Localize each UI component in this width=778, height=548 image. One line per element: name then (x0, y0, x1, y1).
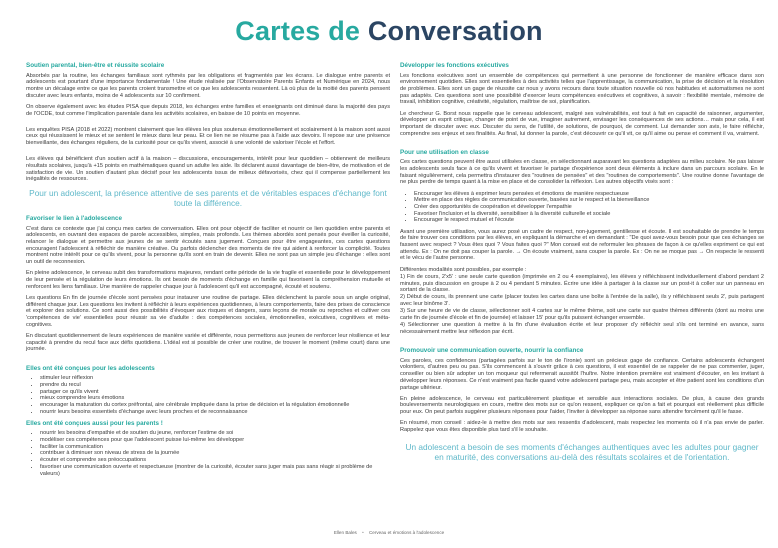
list-item: • prendre du recul (40, 382, 390, 389)
section-heading: Soutien parental, bien-être et réussite scolaire (26, 62, 165, 69)
paragraph: Les questions En fin de journée d'école sont pensées pour instaurer une routine de partage. Elles déclenchent la parole sous un angle original, différent chaque jour. Les questions les invitent à réfléchir à leurs expériences quotidiennes, à leurs comportements, faire des prises de conscience et explorer des solutions. Ce sont aussi des possibilités d'évoquer aux risques et dangers, sans leçons de morale ou reproches et cultiver ces 'compétences de vie' essentielles pour réussir sa vie d'adulte : des compétences sociales, émotionnelles, exécutives, cognitives et méta-cognitives. (26, 294, 391, 328)
paragraph: Absorbés par la routine, les échanges familiaux sont rythmés par les obligations et fragmentés par les écrans. Le dialogue entre parents et adolescents est pourtant d'une importance fondamentale ! Une étude réalisée par l'Observatoire Parents Enfants et Numérique en 2024, nous montre un décalage entre ce que les parents croient transmettre et ce que les adolescents ressentent. Là où plus de la moitié des parents pensent discuter avec leurs enfants, moins de 4 adolescents sur 10 confirment. (26, 72, 390, 99)
list-item: • Encourager le respect mutuel et l'écoute (414, 217, 764, 224)
right-column (400, 60, 764, 463)
list-item: • partager ce qu'ils vivent (40, 389, 390, 396)
paragraph: En pleine adolescence, le cerveau est particulièrement plastique et sensible aux interactions sociales. De plus, à cause des grands bouleversements neurologiques en cours, mettre des mots sur ce qu'on ressent, expliquer ce qu'on a fait et pourquoi est réellement plus difficile pour eux. On peut parfois suggérer plusieurs réponses pour l'aider, l'inviter à développer sa réponse sans attendre forcément qu'il le fasse. (400, 395, 764, 416)
paragraph: En résumé, mon conseil : aidez-le à mettre des mots sur ses ressentis d'adolescent, mais respectez les moments où il n'a pas envie de parler. Rappelez que vous êtes disponible plus tard s'il le souhaite. (400, 420, 764, 434)
footer-separator: • (362, 530, 364, 535)
bullet-list (400, 191, 764, 225)
paragraph: 1) Fin de cours, 2'x5' : une seule carte question (imprimée en 2 ou 4 exemplaires), les élèves y réfléchissent individuellement d'abord pendant 2 minutes, puis discussion en groupe à 2 ou 4 pendant 5 minutes. Écrire une idée à partager à la classe sur un post-it à coller sur un panneau en sortant de la classe. (400, 273, 764, 294)
list-item: • faciliter la communication (40, 444, 390, 451)
title-part-2: Conversation (367, 16, 543, 46)
list-item: • Encourager les élèves à exprimer leurs pensées et émotions de manière respectueuse (414, 191, 764, 198)
footer-subtitle: Cerveau et émotions à l'adolescence (368, 530, 445, 535)
section-heading: Promouvoir une communication ouverte, nourrir la confiance (400, 347, 584, 355)
list-item: • encourager la maturation du cortex préfrontal, aire cérébrale impliquée dans la prise de décision et la régulation émotionnelle (40, 402, 390, 409)
list-item: • Mettre en place des règles de communication ouverte, basées sur le respect et la bienveillance (414, 197, 764, 204)
list-item: • favoriser une communication ouverte et respectueuse (montrer de la curiosité, écouter sans juger mais pas sans réagir si problème de valeurs) (40, 464, 390, 477)
section-heading: Elles ont été conçues aussi pour les parents ! (26, 419, 163, 427)
paragraph: C'est dans ce contexte que j'ai conçu mes cartes de conversation. Elles ont pour objectif de faciliter et nourrir ce lien quotidien entre parents et adolescents, en ouvrant des espaces de parole accessibles, simples, mais profonds. Les thèmes abordés sont pensés pour éveiller la curiosité, relancer le dialogue et permettre aux jeunes de se sentir écoutés sans jugement. Conçues pour être engageantes, ces cartes questions encouragent l'adolescent à réfléchir de manière créative. Ou parfois déclencher des moments de rire qui aident à renforcer la complicité. Toutes montrent notre intérêt pour ce qu'ils vivent, pour la personne qu'ils sont en train de devenir. Elles ne sont pas un simple jeu d'échange : elles sont un outil de reconnexion. (26, 225, 390, 266)
left-column (26, 60, 390, 482)
list-item: • Créer des opportunités de coopération et développer l'empathie (414, 204, 764, 211)
paragraph: Le chercheur G. Borst nous rappelle que le cerveau adolescent, malgré ses vulnérabilités, est tout à fait en capacité de raisonner, argumenter, développer un esprit critique, changer de point de vue, imaginer autrement, envisager les conséquences de ses actions… mais pour cela, il est important de discuter avec eux. Discuter du sens, de l'utilité, de solutions, de pourquoi, de comment. Lui demander son avis, le faire réfléchir, comprendre ses enjeux et ses finalités. Au final, lui donner la parole, c'est découvrir ce qu'il vit, ce qu'il aime ou pense et comment il va, vraiment. (400, 110, 764, 137)
title-part-1: Cartes de (235, 16, 361, 46)
section-heading: Développer les fonctions exécutives (400, 62, 509, 69)
bullet-list (26, 430, 390, 477)
paragraph: Ces cartes questions peuvent être aussi utilisées en classe, en sélectionnant auparavant les questions adaptées au milieu scolaire. Ne pas laisser les adolescents seuls face à ce qu'ils vivent et favoriser le partage d'expérience sont deux éléments à inclure dans un parcours scolaire. En le faisant régulièrement, cela permettra d'instaurer des "routines de pensées" et des "routines de comportements". Une routine donne l'avantage de ne plus perdre de temps quant à la mise en place et de consolider la réflexion. Les autres objectifs visés sont : (400, 159, 764, 186)
paragraph: Ces paroles, ces confidences (partagées parfois sur le ton de l'ironie) sont un précieux gage de confiance. Certains adolescents échangent volontiers, d'autres peu ou pas. S'ils commencent à s'ouvrir grâce à ces questions, il est essentiel de se rappeler de ne pas commenter, juger, conseiller ou bien sûr adopter un ton moqueur qui refermerait aussitôt l'huître. Notre intention première est vraiment d'écouter, en les invitant à développer leurs réponses. Ce n'est vraiment pas facile quand votre adolescent partage peu, mais accepter et être patient sont les conditions d'un partage ultérieur. (400, 357, 764, 391)
footer-author: Ellen Bales (333, 530, 357, 535)
pull-quote: Pour un adolescent, la présence attentive de ses parents et de véritables espaces d'échange font toute la différence. (29, 188, 387, 209)
section-heading: Pour une utilisation en classe (400, 148, 489, 156)
section-heading: Elles ont été conçues pour les adolescents (26, 364, 155, 372)
list-item: • nourrir leurs besoins essentiels d'échange avec leurs proches et de reconnaissance (40, 409, 390, 416)
paragraph: En discutant quotidiennement de leurs expériences de manière variée et différente, nous permettons aux jeunes de renforcer leur résilience et leur capacité à prendre du recul face aux défis quotidiens. L'idéal est si possible de créer une routine, de trouver le moment (même court) dans une journée. (26, 332, 390, 353)
paragraph: 2) Début de cours, ils prennent une carte (placer toutes les cartes dans une boîte à l'entrée de la salle), ils y réfléchissent seuls 2', puis partagent avec leur binôme 3'. (400, 294, 764, 308)
paragraph: On observe également avec les études PISA que depuis 2018, les échanges entre familles et enseignants ont diminué dans la majorité des pays de l'OCDE, tout comme l'implication parentale dans les activités scolaires, en baisse de 10 points en moyenne. (26, 103, 390, 117)
list-item: • mieux comprendre leurs émotions (40, 395, 390, 402)
paragraph: Les enquêtes PISA (2018 et 2022) montrent clairement que les élèves les plus soutenus émotionnellement et scolairement à la maison sont aussi ceux qui réussissent le mieux et se sentent le mieux dans leur peau. Et ce lien ne se résume pas à l'aide aux devoirs. Il repose sur une présence bienveillante, des échanges réguliers, de la curiosité pour ce qu'ils vivent, associé à une volonté de valoriser l'école et l'effort. (26, 126, 390, 147)
bullet-list (26, 375, 390, 415)
paragraph: 3) Sur une heure de vie de classe, sélectionner soit 4 cartes sur le même thème, soit une carte sur quatre thèmes différents (dont au moins une carte fin de journée d'école et fin de journée) et laisser 15' pour qu'ils puissent échanger ensemble. (400, 308, 764, 322)
section-heading: Favoriser le lien à l'adolescence (26, 215, 122, 223)
list-item: • stimuler leur réflexion (40, 375, 390, 382)
page-title (0, 16, 778, 47)
paragraph: En pleine adolescence, le cerveau subit des transformations majeures, rendant cette période de la vie fragile et essentielle pour le développement de leur pensée et la régulation de leurs émotions. Ils ont besoin de moments d'échange en famille qui favorisent la compréhension mutuelle et renforcent les liens familiaux. Une manière de rappeler chaque jour à l'adolescent qu'il est accompagné, écouté et soutenu. (26, 270, 390, 290)
list-item: • nourrir les besoins d'empathie et de soutien du jeune, renforcer l'estime de soi (40, 430, 390, 437)
paragraph: Les élèves qui bénéficient d'un soutien actif à la maison – discussions, encouragements, intérêt pour leur quotidien – obtiennent de meilleurs résultats scolaires, jusqu'à +15 points en mathématiques quand un adulte les aide. Ils déclarent aussi davantage de bien-être, de motivation et de satisfaction de vie. Un soutien d'autant plus décisif pour les adolescents issus de milieux défavorisés, chez qui il compense partiellement les inégalités de ressources. (26, 156, 390, 183)
closing-quote: Un adolescent a besoin de ses moments d'échanges authentiques avec les adultes pour gagner en maturité, des conversations au-delà des résultats scolaires et de l'orientation. (405, 441, 759, 463)
paragraph: Avant une première utilisation, vous aurez posé un cadre de respect, non-jugement, gentillesse et écoute. Il est souhaitable de prendre le temps de faire trouver ces conditions par les élèves, en expliquant la démarche et en demandant : "De quoi avez-vous besoin pour que ces échanges se fassent avec respect ? Vous êtes quoi ? Vous faites quoi ?" Mon conseil est de reformuler les phrases de façon à ce qu'elles expriment ce qui est attendu. Ex : On ne doit pas couper la parole. → On écoute vraiment, sans couper la parole. Ex : On ne se moque pas → On respecte le ressenti et le vécu de l'autre personne. (400, 228, 764, 262)
list-item: • modéliser ces compétences pour que l'adolescent puisse lui-même les développer (40, 437, 390, 444)
paragraph: Les fonctions exécutives sont un ensemble de compétences qui permettent à une personne de fonctionner de manière efficace dans son environnement quotidien. Elles sont essentielles à des activités telles que l'apprentissage, la communication, la prise de décision et la résolution de problèmes. Elles sont un gage de réussite car nous y avons recours dans toute situation nouvelle où nos habitudes et automatismes ne sont pas adaptés. Ces questions sont une possibilité d'exercer leurs compétences exécutives et cognitives, à savoir : flexibilité mentale, mémoire de travail, inhibition cognitive, créativité, régulation, maîtrise de soi, planification. (400, 72, 764, 106)
paragraph: Différentes modalités sont possibles, par exemple : (400, 266, 527, 273)
page-footer (0, 530, 778, 535)
list-item: • écouter et comprendre ses préoccupations (40, 457, 390, 464)
list-item: • contribuer à diminuer son niveau de stress de la journée (40, 450, 390, 457)
list-item: • Favoriser l'inclusion et la diversité, sensibiliser à la diversité culturelle et sociale (414, 211, 764, 218)
paragraph: 4) Sélectionner une question à mettre à la fin d'une évaluation écrite et leur proposer d'y réfléchir seul s'ils ont terminé en avance, sans nécessairement mettre leur réflexion par écrit. (400, 322, 764, 335)
